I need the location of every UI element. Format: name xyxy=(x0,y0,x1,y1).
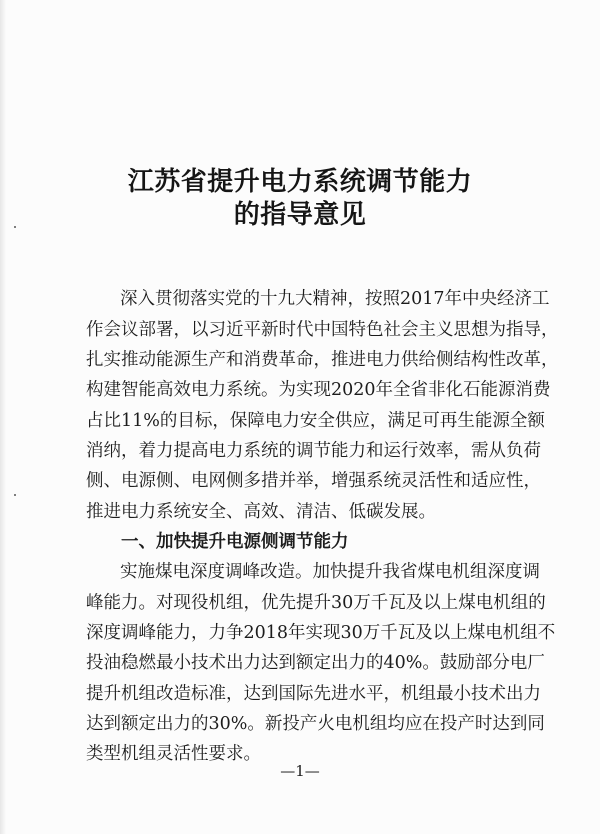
document-title-line1: 江苏省提升电力系统调节能力 xyxy=(127,167,473,197)
scan-speck xyxy=(14,226,16,228)
section-line: 投油稳燃最小技术出力达到额定出力的40%。鼓励部分电厂 xyxy=(86,653,545,673)
section-line: 达到额定出力的30%。新投产火电机组均应在投产时达到同 xyxy=(86,714,545,734)
section-heading: 一、加快提升电源侧调节能力 xyxy=(121,532,349,552)
intro-line: 推进电力系统安全、高效、清洁、低碳发展。 xyxy=(86,502,436,522)
document-title-line2: 的指导意见 xyxy=(233,200,367,230)
intro-line: 扎实推动能源生产和消费革命，推进电力供给侧结构性改革， xyxy=(86,350,559,370)
intro-line: 深入贯彻落实党的十九大精神，按照2017年中央经济工 xyxy=(120,289,550,309)
intro-line: 构建智能高效电力系统。为实现2020年全省非化石能源消费 xyxy=(86,380,551,400)
page-number: —1— xyxy=(280,762,320,780)
section-line: 深度调峰能力，力争2018年实现30万千瓦及以上煤电机组不 xyxy=(86,623,556,643)
scan-edge-shadow xyxy=(0,0,6,834)
intro-line: 作会议部署，以习近平新时代中国特色社会主义思想为指导， xyxy=(86,320,559,340)
intro-line: 占比11%的目标，保障电力安全供应，满足可再生能源全额 xyxy=(86,411,545,431)
scan-speck xyxy=(14,494,16,496)
section-line: 实施煤电深度调峰改造。加快提升我省煤电机组深度调 xyxy=(120,562,540,582)
section-line: 类型机组灵活性要求。 xyxy=(86,744,261,764)
section-line: 提升机组改造标准，达到国际先进水平，机组最小技术出力 xyxy=(86,684,541,704)
intro-line: 侧、电源侧、电网侧多措并举，增强系统灵活性和适应性， xyxy=(86,471,541,491)
intro-line: 消纳，着力提高电力系统的调节能力和运行效率，需从负荷 xyxy=(86,441,541,461)
section-line: 峰能力。对现役机组，优先提升30万千瓦及以上煤电机组的 xyxy=(86,593,546,613)
